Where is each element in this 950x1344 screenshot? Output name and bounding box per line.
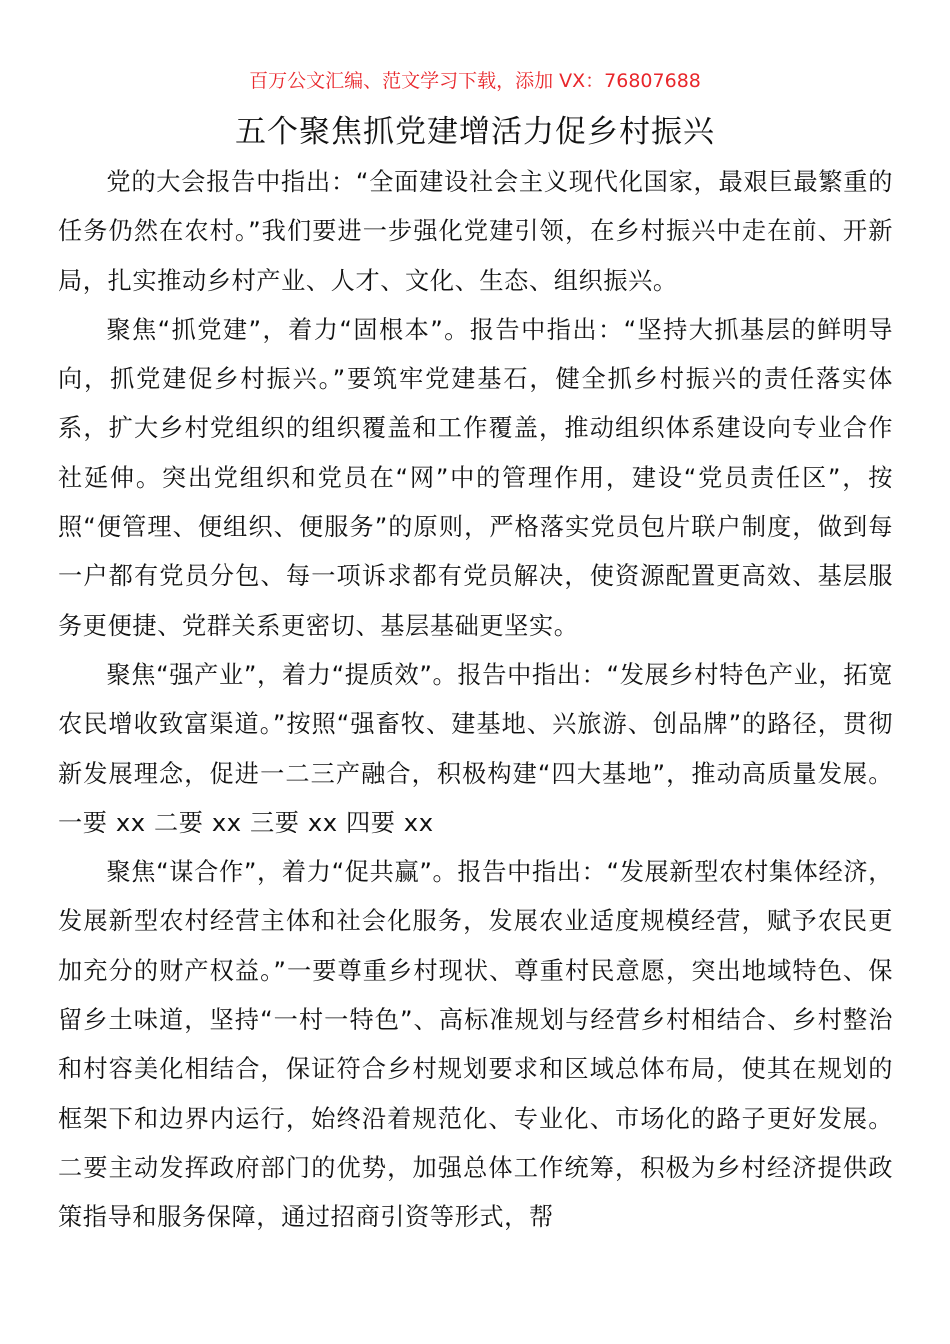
paragraph-party-building: 聚焦“抓党建”，着力“固根本”。报告中指出：“坚持大抓基层的鲜明导向，抓党建促乡村振兴。”要筑牢党建基石，健全抓乡村振兴的责任落实体系，扩大乡村党组织的组织覆盖和工作覆盖，推动组织体系建设向专业合作社延伸。突出党组织和党员在“网”中的管理作用，建设“党员责任区”，按照“便管理、便组织、便服务”的原则，严格落实党员包片联户制度，做到每一户都有党员分包、每一项诉求都有党员解决，使资源配置更高效、基层服务更便捷、党群关系更密切、基层基础更坚实。 [58,315,893,640]
paragraph-industry: 聚焦“强产业”，着力“提质效”。报告中指出：“发展乡村特色产业，拓宽农民增收致富渠道。”按照“强畜牧、建基地、兴旅游、创品牌”的路径，贯彻新发展理念，促进一二三产融合，积极构建“四大基地”，推动高质量发展。一要 xx 二要 xx 三要 xx 四要 xx [58,660,893,837]
watermark-banner: 百万公文汇编、范文学习下载，添加 VX：76807688 [249,70,701,92]
paragraph-cooperation: 聚焦“谋合作”，着力“促共赢”。报告中指出：“发展新型农村集体经济，发展新型农村经营主体和社会化服务，发展农业适度规模经营，赋予农民更加充分的财产权益。”一要尊重乡村现状、尊重村民意愿，突出地域特色、保留乡土味道，坚持“一村一特色”、高标准规划与经营乡村相结合、乡村整治和村容美化相结合，保证符合乡村规划要求和区域总体布局，使其在规划的框架下和边界内运行，始终沿着规范化、专业化、市场化的路子更好发展。二要主动发挥政府部门的优势，加强总体工作统筹，积极为乡村经济提供政策指导和服务保障，通过招商引资等形式，帮 [58,858,893,1232]
document-title: 五个聚焦抓党建增活力促乡村振兴 [235,114,715,150]
document-body [58,158,893,1243]
paragraph-intro: 党的大会报告中指出：“全面建设社会主义现代化国家，最艰巨最繁重的任务仍然在农村。”我们要进一步强化党建引领，在乡村振兴中走在前、开新局，扎实推动乡村产业、人才、文化、生态、组织振兴。 [58,168,893,295]
